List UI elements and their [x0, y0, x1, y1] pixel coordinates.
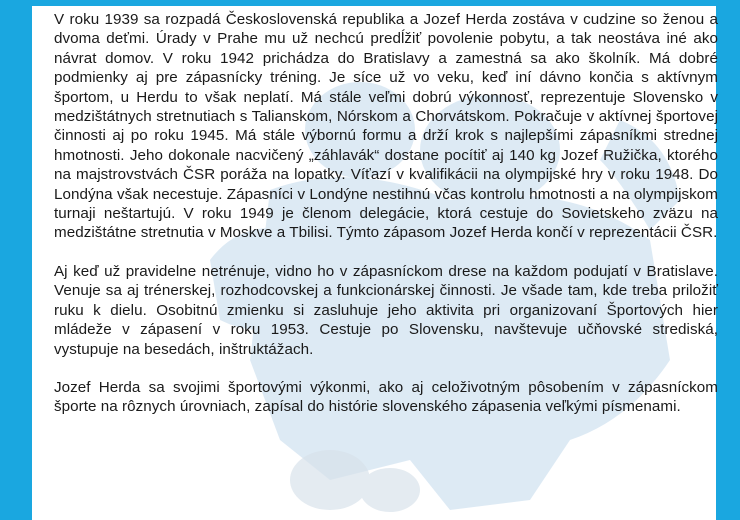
paragraph-2: Aj keď už pravidelne netrénuje, vidno ho v zápasníckom drese na každom podujatí v Bratislave. Venuje sa aj trénerskej, rozhodcovskej a funkcionárskej činnosti. Je všade tam, kde treba priložiť ruku k dielu. Osobitnú zmienku si zasluhuje jeho aktivita pri organizovaní Športových hier mládeže v zápasení v roku 1953. Cestuje po Slovensku, navštevuje učňovské strediská, vystupuje na besedách, inštruktážach. — [54, 262, 718, 358]
right-border-band — [716, 0, 740, 520]
paragraph-3: Jozef Herda sa svojimi športovými výkonmi, ako aj celoživotným pôsobením v zápasníckom športe na rôznych úrovniach, zapísal do histórie slovenského zápasenia veľkými písmenami. — [54, 378, 718, 416]
article-body — [54, 10, 718, 436]
paragraph-1: V roku 1939 sa rozpadá Československá republika a Jozef Herda zostáva v cudzine so ženou a dvoma deťmi. Úrady v Prahe mu už nechcú predĺžiť povolenie pobytu, a tak neostáva iné ako návrat domov. V roku 1942 prichádza do Bratislavy a zamestná sa ako školník. Má dobré podmienky aj pre zápasnícky tréning. Je síce už vo veku, keď iní dávno končia s aktívnym športom, u Herdu to však neplatí. Má stále veľmi dobrú výkonnosť, reprezentuje Slovensko v medzištátnych stretnutiach s Talianskom, Nórskom a Chorvátskom. Pokračuje v aktívnej športovej činnosti aj po roku 1945. Má stále výbornú formu a drží krok s najlepšími zápasníkmi strednej hmotnosti. Jeho dokonale nacvičený „záhlavák“ dostane pocítiť aj 140 kg Jozef Ružička, ktorého na majstrovstvách ČSR poráža na lopatky. Víťazí v kvalifikácii na olympijské hry v roku 1948. Do Londýna však necestuje. Zápasníci v Londýne nestihnú včas kontrolu hmotnosti a na olympijskom turnaji neštartujú. V roku 1949 je členom delegácie, ktorá cestuje do Sovietskeho zväzu na medzištátne stretnutia v Moskve a Tbilisi. Týmto zápasom Jozef Herda končí v reprezentácii ČSR. — [54, 11, 718, 242]
top-border-band — [32, 0, 716, 6]
left-border-band — [0, 0, 32, 520]
